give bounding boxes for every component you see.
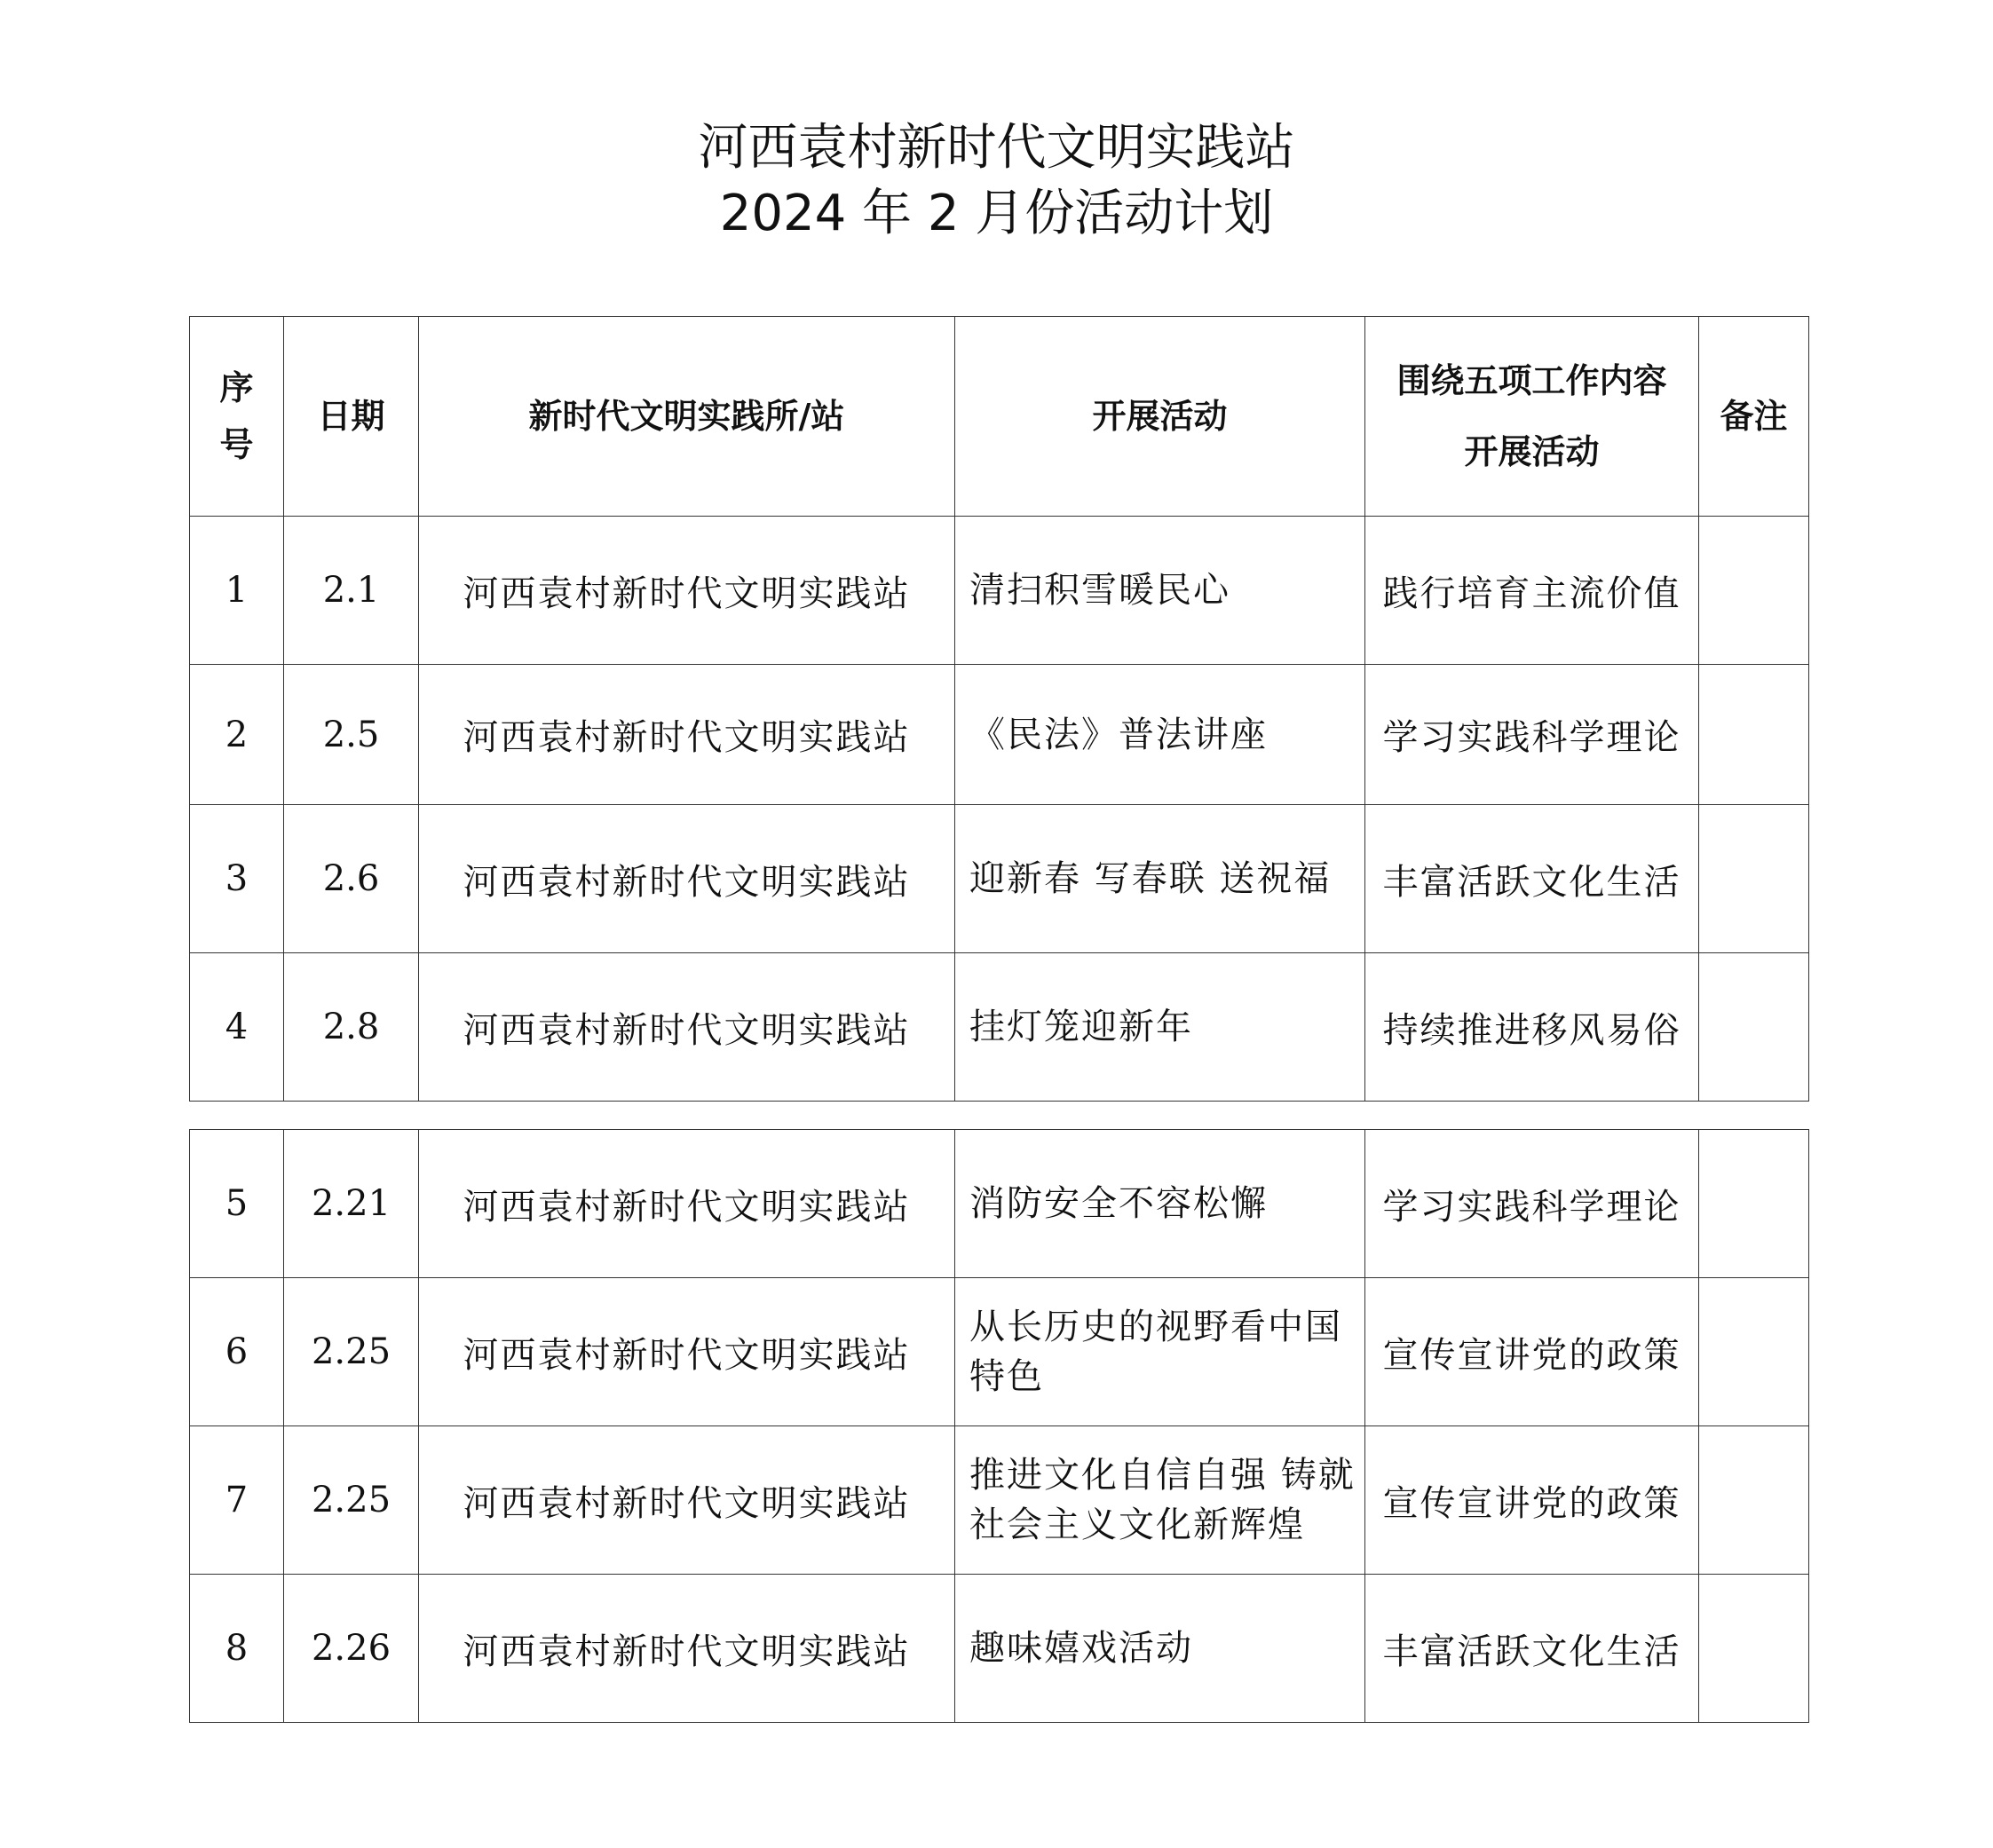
cell-seq: 8 <box>190 1575 284 1723</box>
cell-activity: 《民法》普法讲座 <box>955 665 1365 805</box>
cell-date: 2.5 <box>284 665 419 805</box>
table-row <box>190 805 1809 953</box>
header-category-line1: 围绕五项工作内容 <box>1396 361 1667 400</box>
cell-date: 2.26 <box>284 1575 419 1723</box>
cell-date: 2.25 <box>284 1278 419 1426</box>
cell-seq: 3 <box>190 805 284 953</box>
header-category-line2: 开展活动 <box>1464 432 1600 471</box>
table-row <box>190 953 1809 1102</box>
cell-note <box>1699 517 1809 665</box>
activity-table-part2 <box>189 1129 1809 1723</box>
header-date: 日期 <box>284 317 419 517</box>
cell-seq: 2 <box>190 665 284 805</box>
table-row <box>190 665 1809 805</box>
cell-site: 河西袁村新时代文明实践站 <box>419 517 955 665</box>
cell-category: 践行培育主流价值 <box>1365 517 1699 665</box>
cell-seq: 7 <box>190 1426 284 1575</box>
cell-note <box>1699 953 1809 1102</box>
cell-site: 河西袁村新时代文明实践站 <box>419 805 955 953</box>
activity-table-part1 <box>189 316 1809 1102</box>
cell-note <box>1699 1575 1809 1723</box>
cell-activity: 推进文化自信自强 铸就社会主义文化新辉煌 <box>955 1426 1365 1575</box>
cell-activity: 从长历史的视野看中国特色 <box>955 1278 1365 1426</box>
cell-note <box>1699 805 1809 953</box>
cell-seq: 6 <box>190 1278 284 1426</box>
cell-category: 丰富活跃文化生活 <box>1365 805 1699 953</box>
cell-seq: 4 <box>190 953 284 1102</box>
table-row <box>190 1575 1809 1723</box>
table-row <box>190 1426 1809 1575</box>
cell-activity: 挂灯笼迎新年 <box>955 953 1365 1102</box>
header-category <box>1365 317 1699 517</box>
cell-note <box>1699 1426 1809 1575</box>
cell-date: 2.25 <box>284 1426 419 1575</box>
cell-note <box>1699 1130 1809 1278</box>
header-note: 备注 <box>1699 317 1809 517</box>
cell-activity: 消防安全不容松懈 <box>955 1130 1365 1278</box>
table-row <box>190 517 1809 665</box>
cell-category: 持续推进移风易俗 <box>1365 953 1699 1102</box>
document-title: 河西袁村新时代文明实践站 <box>698 119 1295 177</box>
cell-site: 河西袁村新时代文明实践站 <box>419 1130 955 1278</box>
cell-activity: 趣味嬉戏活动 <box>955 1575 1365 1723</box>
cell-date: 2.1 <box>284 517 419 665</box>
cell-site: 河西袁村新时代文明实践站 <box>419 1278 955 1426</box>
cell-category: 宣传宣讲党的政策 <box>1365 1426 1699 1575</box>
cell-site: 河西袁村新时代文明实践站 <box>419 953 955 1102</box>
cell-category: 丰富活跃文化生活 <box>1365 1575 1699 1723</box>
table-row <box>190 1130 1809 1278</box>
cell-date: 2.6 <box>284 805 419 953</box>
document-subtitle: 2024 年 2 月份活动计划 <box>719 185 1274 242</box>
header-seq: 序号 <box>190 317 284 517</box>
table-header-row <box>190 317 1809 517</box>
cell-site: 河西袁村新时代文明实践站 <box>419 1575 955 1723</box>
cell-activity: 迎新春 写春联 送祝福 <box>955 805 1365 953</box>
header-activity: 开展活动 <box>955 317 1365 517</box>
cell-category: 学习实践科学理论 <box>1365 1130 1699 1278</box>
table-row <box>190 1278 1809 1426</box>
header-site: 新时代文明实践所/站 <box>419 317 955 517</box>
cell-activity: 清扫积雪暖民心 <box>955 517 1365 665</box>
cell-date: 2.8 <box>284 953 419 1102</box>
cell-date: 2.21 <box>284 1130 419 1278</box>
cell-seq: 1 <box>190 517 284 665</box>
cell-site: 河西袁村新时代文明实践站 <box>419 665 955 805</box>
cell-note <box>1699 1278 1809 1426</box>
cell-category: 宣传宣讲党的政策 <box>1365 1278 1699 1426</box>
cell-site: 河西袁村新时代文明实践站 <box>419 1426 955 1575</box>
cell-note <box>1699 665 1809 805</box>
cell-category: 学习实践科学理论 <box>1365 665 1699 805</box>
cell-seq: 5 <box>190 1130 284 1278</box>
